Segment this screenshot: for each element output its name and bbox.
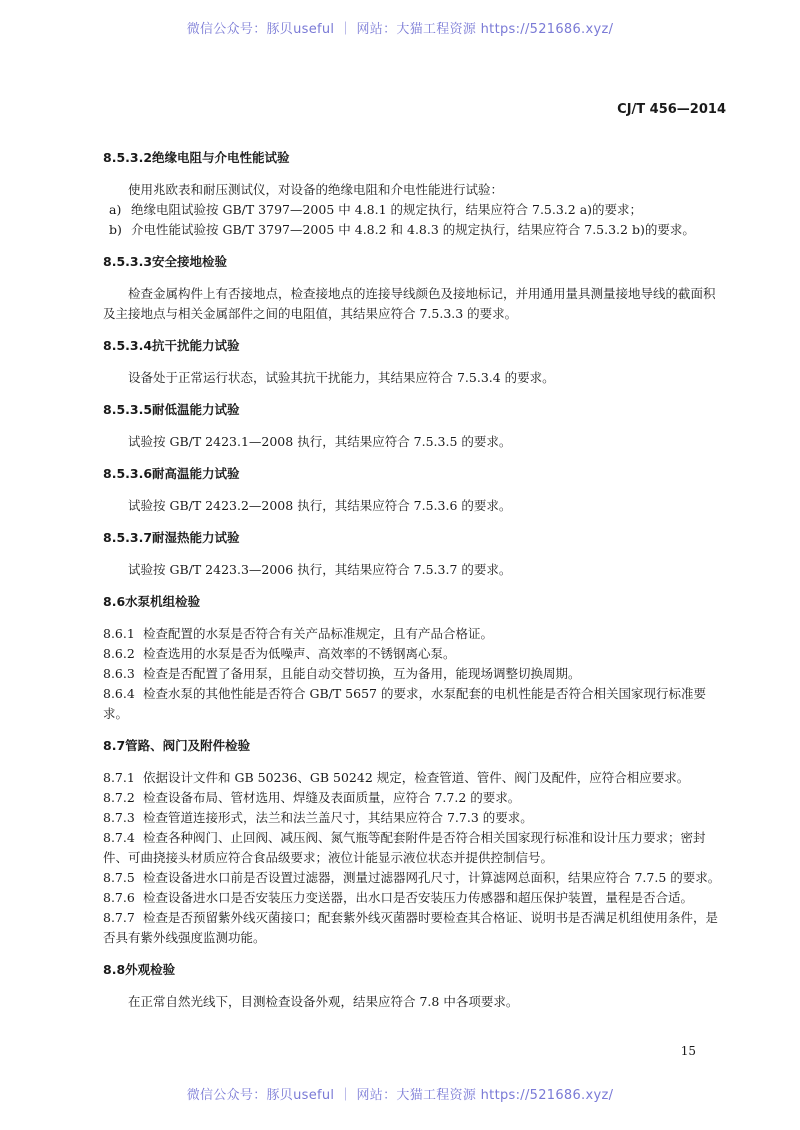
section-title: 抗干扰能力试验 — [152, 338, 240, 353]
clause-text: 检查各种阀门、止回阀、减压阀、氮气瓶等配套附件是否符合相关国家现行标准和设计压力要求；密封件、可曲挠接头材质应符合食品级要求；液位计能显示液位状态并提供控制信号。 — [103, 830, 706, 865]
section-heading-8-5-3-3 — [103, 252, 725, 272]
document-body — [103, 148, 725, 1012]
list-marker: b) — [109, 222, 122, 237]
section-heading-8-5-3-6 — [103, 464, 725, 484]
section-title: 外观检验 — [125, 962, 176, 977]
clause-item — [103, 808, 725, 828]
section-number: 8.5.3.2 — [103, 150, 153, 165]
clause-number: 8.7.4 — [103, 830, 135, 845]
section-number: 8.7 — [103, 738, 126, 753]
list-text: 介电性能试验按 GB/T 3797—2005 中 4.8.2 和 4.8.3 的规定执行，结果应符合 7.5.3.2 b)的要求。 — [131, 222, 695, 237]
clause-text: 检查是否预留紫外线灭菌接口；配套紫外线灭菌器时要检查其合格证、说明书是否满足机组使用条件，是否具有紫外线强度监测功能。 — [103, 910, 719, 945]
clause-number: 8.6.4 — [103, 686, 135, 701]
paragraph: 设备处于正常运行状态，试验其抗干扰能力，其结果应符合 7.5.3.4 的要求。 — [128, 370, 555, 385]
clause-text: 检查设备布局、管材选用、焊缝及表面质量，应符合 7.7.2 的要求。 — [143, 790, 521, 805]
section-title: 耐低温能力试验 — [152, 402, 240, 417]
section-title: 管路、阀门及附件检验 — [125, 738, 251, 753]
clause-text: 检查设备进水口是否安装压力变送器，出水口是否安装压力传感器和超压保护装置，量程是否合适。 — [143, 890, 694, 905]
section-number: 8.5.3.3 — [103, 254, 153, 269]
watermark-bottom: 微信公众号：豚贝useful ｜ 网站：大猫工程资源 https://521686.xyz/ — [186, 1088, 614, 1103]
section-number: 8.5.3.6 — [103, 466, 153, 481]
list-item — [103, 200, 725, 220]
section-number: 8.8 — [103, 962, 126, 977]
clause-number: 8.7.7 — [103, 910, 135, 925]
clause-item — [103, 908, 725, 948]
list-text: 绝缘电阻试验按 GB/T 3797—2005 中 4.8.1 的规定执行，结果应符合 7.5.3.2 a)的要求； — [131, 202, 643, 217]
section-heading-8-8 — [103, 960, 725, 980]
clause-item — [103, 868, 725, 888]
clause-number: 8.6.2 — [103, 646, 135, 661]
clause-number: 8.7.1 — [103, 770, 135, 785]
clause-item — [103, 768, 725, 788]
standard-code: CJ/T 456—2014 — [617, 102, 726, 117]
section-heading-8-7 — [103, 736, 725, 756]
page-number: 15 — [680, 1044, 696, 1058]
clause-item — [103, 624, 725, 644]
clause-number: 8.7.6 — [103, 890, 135, 905]
clause-number: 8.7.3 — [103, 810, 135, 825]
list-item — [103, 220, 725, 240]
clause-number: 8.6.1 — [103, 626, 135, 641]
section-heading-8-6 — [103, 592, 725, 612]
section-heading-8-5-3-4 — [103, 336, 725, 356]
paragraph: 试验按 GB/T 2423.1—2008 执行，其结果应符合 7.5.3.5 的要求。 — [128, 434, 512, 449]
section-title: 安全接地检验 — [152, 254, 228, 269]
clause-item — [103, 644, 725, 664]
paragraph: 试验按 GB/T 2423.2—2008 执行，其结果应符合 7.5.3.6 的要求。 — [128, 498, 512, 513]
section-title: 水泵机组检验 — [125, 594, 201, 609]
section-title: 耐湿热能力试验 — [152, 530, 240, 545]
clause-text: 检查管道连接形式，法兰和法兰盖尺寸，其结果应符合 7.7.3 的要求。 — [143, 810, 533, 825]
section-title: 绝缘电阻与介电性能试验 — [152, 150, 290, 165]
paragraph: 使用兆欧表和耐压测试仪，对设备的绝缘电阻和介电性能进行试验： — [128, 182, 504, 197]
section-title: 耐高温能力试验 — [152, 466, 240, 481]
clause-item — [103, 664, 725, 684]
section-heading-8-5-3-2 — [103, 148, 725, 168]
list-marker: a) — [109, 202, 122, 217]
clause-text: 检查水泵的其他性能是否符合 GB/T 5657 的要求，水泵配套的电机性能是否符合相关国家现行标准要求。 — [103, 686, 706, 721]
clause-text: 检查选用的水泵是否为低噪声、高效率的不锈钢离心泵。 — [143, 646, 456, 661]
clause-text: 检查配置的水泵是否符合有关产品标准规定，且有产品合格证。 — [143, 626, 494, 641]
clause-number: 8.6.3 — [103, 666, 135, 681]
paragraph: 试验按 GB/T 2423.3—2006 执行，其结果应符合 7.5.3.7 的要求。 — [128, 562, 512, 577]
clause-item — [103, 684, 725, 724]
section-heading-8-5-3-7 — [103, 528, 725, 548]
clause-text: 检查是否配置了备用泵，且能自动交替切换，互为备用，能现场调整切换周期。 — [143, 666, 581, 681]
section-number: 8.5.3.4 — [103, 338, 153, 353]
watermark-top: 微信公众号：豚贝useful ｜ 网站：大猫工程资源 https://521686.xyz/ — [186, 22, 614, 37]
clause-number: 8.7.5 — [103, 870, 135, 885]
clause-item — [103, 788, 725, 808]
section-number: 8.6 — [103, 594, 126, 609]
clause-text: 检查设备进水口前是否设置过滤器，测量过滤器网孔尺寸，计算滤网总面积，结果应符合 7.7.5 的要求。 — [143, 870, 721, 885]
section-number: 8.5.3.7 — [103, 530, 153, 545]
clause-item — [103, 888, 725, 908]
paragraph: 检查金属构件上有否接地点，检查接地点的连接导线颜色及接地标记，并用通用量具测量接地导线的截面积及主接地点与相关金属部件之间的电阻值，其结果应符合 7.5.3.3 的要求。 — [103, 286, 716, 321]
clause-number: 8.7.2 — [103, 790, 135, 805]
paragraph: 在正常自然光线下，目测检查设备外观，结果应符合 7.8 中各项要求。 — [128, 994, 519, 1009]
clause-text: 依据设计文件和 GB 50236、GB 50242 规定，检查管道、管件、阀门及配件，应符合相应要求。 — [143, 770, 690, 785]
clause-item — [103, 828, 725, 868]
section-number: 8.5.3.5 — [103, 402, 153, 417]
section-heading-8-5-3-5 — [103, 400, 725, 420]
